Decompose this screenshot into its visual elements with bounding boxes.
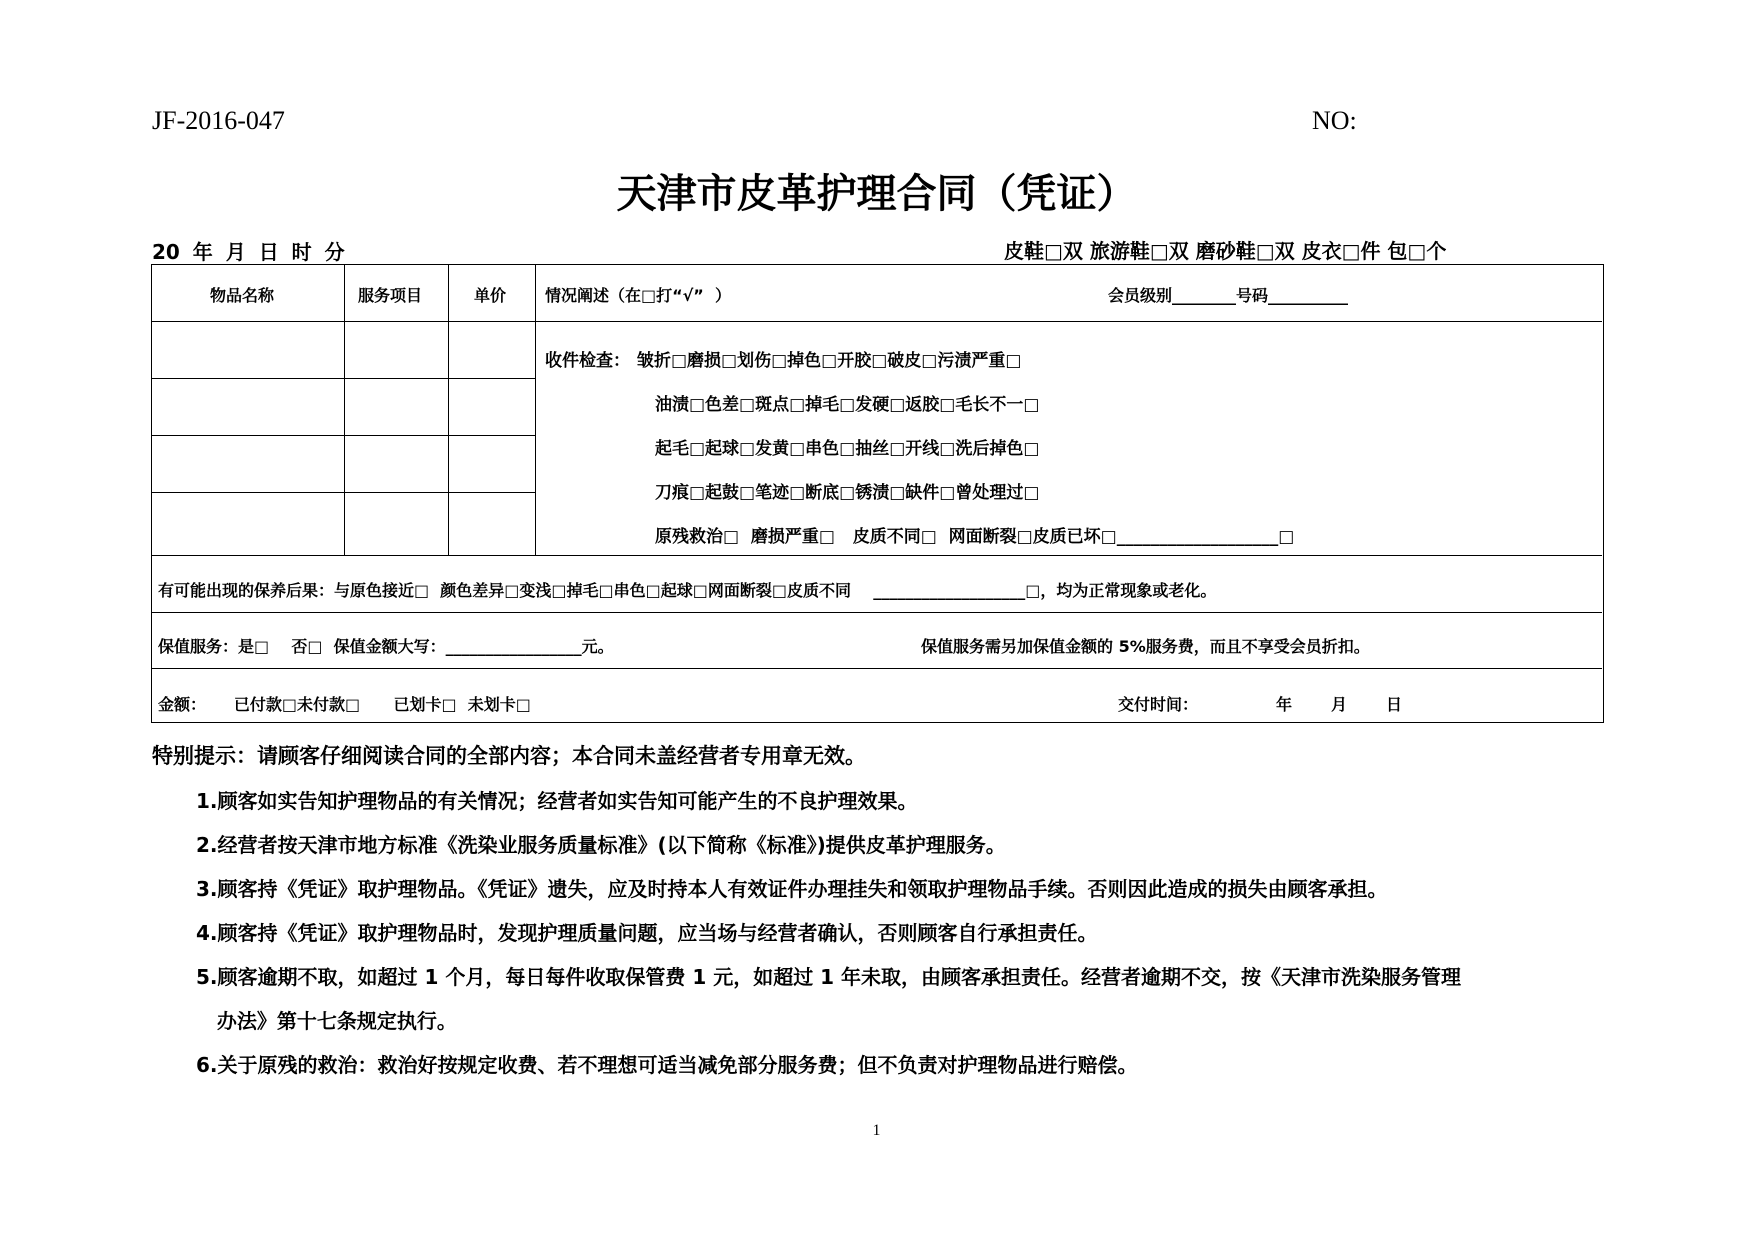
payment-status: 金额： 已付款□未付款□ 已划卡□ 未划卡□ <box>158 695 531 714</box>
contract-form-table <box>151 264 1604 723</box>
inspection-line-5: 原残救治□ 磨损严重□ 皮质不同□ 网面断裂□皮质已坏□___________________□ <box>655 527 1295 547</box>
special-notice-heading: 特别提示：请顾客仔细阅读合同的全部内容；本合同未盖经营者专用章无效。 <box>152 744 866 768</box>
serial-number-label: NO: <box>1312 106 1357 135</box>
clause-5: 5.顾客逾期不取，如超过 1 个月，每日每件收取保管费 1 元，如超过 1 年未取，由顾客承担责任。经营者逾期不交，按《天津市洗染服务管理 <box>196 965 1462 989</box>
header-situation: 情况阐述（在□打“√” ） <box>545 286 731 305</box>
value-service-note: 保值服务需另加保值金额的 5%服务费，而且不享受会员折扣。 <box>921 637 1370 656</box>
header-row-divider <box>152 321 1602 322</box>
inspection-line-1: 皱折□磨损□划伤□掉色□开胶□破皮□污渍严重□ <box>637 351 1022 371</box>
delivery-time: 交付时间： 年 月 日 <box>1118 695 1402 714</box>
item-row-divider-2 <box>152 435 535 436</box>
clause-1: 1.顾客如实告知护理物品的有关情况；经营者如实告知可能产生的不良护理效果。 <box>196 789 918 813</box>
inspection-line-4: 刀痕□起鼓□笔迹□断底□锈渍□缺件□曾处理过□ <box>655 483 1040 503</box>
col-divider-price <box>535 265 536 555</box>
value-service-row-divider <box>152 612 1602 613</box>
value-service-options: 保值服务：是□ 否□ 保值金额大写：_________________元。 <box>158 637 614 656</box>
header-item-name: 物品名称 <box>210 286 275 305</box>
item-types: 皮鞋□双 旅游鞋□双 磨砂鞋□双 皮衣□件 包□个 <box>1004 239 1447 263</box>
item-row-divider-3 <box>152 492 535 493</box>
inspection-label: 收件检查： <box>545 351 630 371</box>
header-price: 单价 <box>474 286 507 305</box>
possible-consequences: 有可能出现的保养后果：与原色接近□ 颜色差异□变浅□掉毛□串色□起球□网面断裂□皮质不同 ___________________□，均为正常现象或老化。 <box>158 581 1217 600</box>
clause-3: 3.顾客持《凭证》取护理物品。《凭证》遗失，应及时持本人有效证件办理挂失和领取护理物品手续。否则因此造成的损失由顾客承担。 <box>196 877 1388 901</box>
inspection-line-2: 油渍□色差□斑点□掉毛□发硬□返胶□毛长不一□ <box>655 395 1040 415</box>
header-service: 服务项目 <box>358 286 423 305</box>
document-code: JF-2016-047 <box>152 106 285 135</box>
item-row-divider-1 <box>152 378 535 379</box>
header-member-level: 会员级别________号码__________ <box>1108 286 1349 305</box>
date-line: 20 年 月 日 时 分 <box>152 240 345 264</box>
clause-2: 2.经营者按天津市地方标准《洗染业服务质量标准》(以下简称《标准》)提供皮革护理服务。 <box>196 833 1006 857</box>
clause-6: 6.关于原残的救治：救治好按规定收费、若不理想可适当减免部分服务费；但不负责对护理物品进行赔偿。 <box>196 1053 1138 1077</box>
col-divider-service <box>448 265 449 555</box>
clause-4: 4.顾客持《凭证》取护理物品时，发现护理质量问题，应当场与经营者确认，否则顾客自行承担责任。 <box>196 921 1098 945</box>
page-title: 天津市皮革护理合同（凭证） <box>616 171 1137 217</box>
col-divider-name <box>344 265 345 555</box>
consequence-row-divider <box>152 555 1602 556</box>
page-number: 1 <box>872 1122 881 1139</box>
clause-5-continued: 办法》第十七条规定执行。 <box>196 1009 457 1033</box>
payment-row-divider <box>152 668 1602 669</box>
inspection-line-3: 起毛□起球□发黄□串色□抽丝□开线□洗后掉色□ <box>655 439 1040 459</box>
